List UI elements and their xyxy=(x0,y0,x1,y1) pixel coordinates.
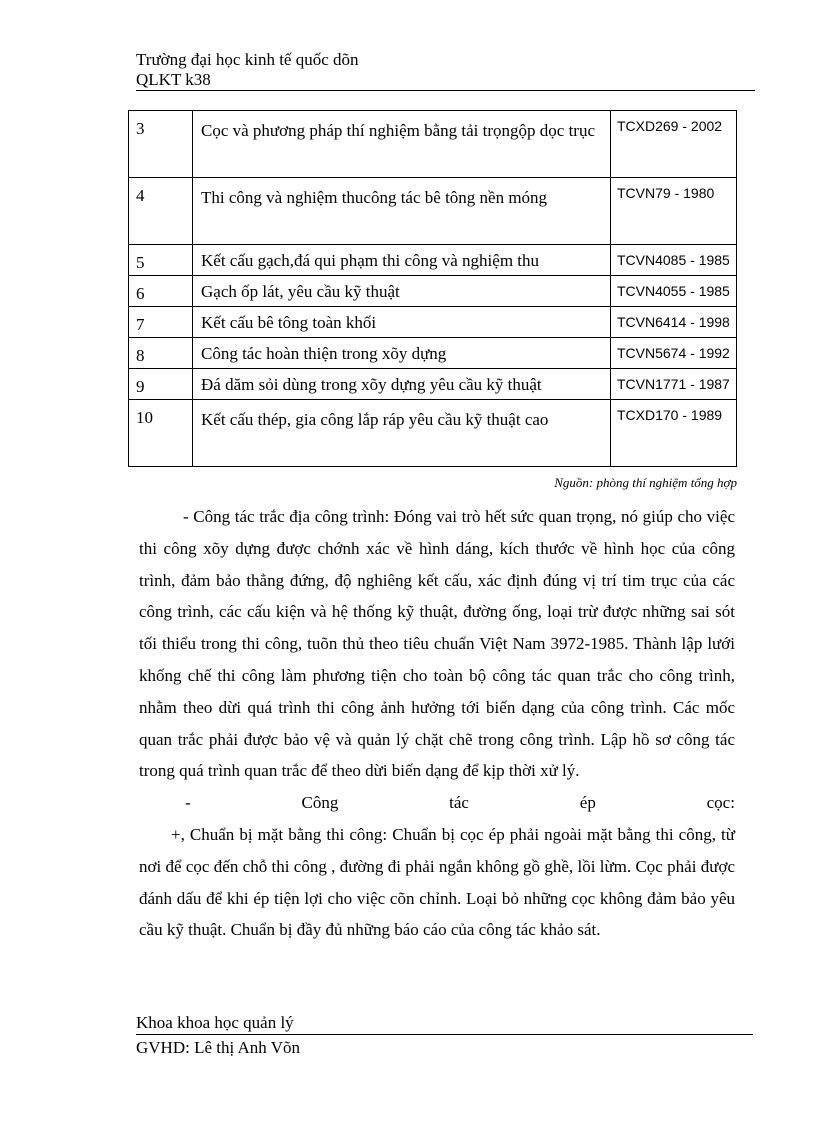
faculty-name: Khoa khoa học quản lý xyxy=(136,1012,753,1035)
heading-word: Công xyxy=(301,793,339,813)
standards-table xyxy=(128,110,737,467)
table-row xyxy=(129,369,737,400)
heading-word: tác xyxy=(449,793,469,813)
row-code: TCVN79 - 1980 xyxy=(611,178,737,245)
row-number: 8 xyxy=(129,338,193,369)
row-name: Cọc và phương pháp thí nghiệm bằng tải trọngộp dọc trục xyxy=(193,111,611,178)
row-code: TCVN6414 - 1998 xyxy=(611,307,737,338)
paragraph-survey: - Công tác trắc địa công trình: Đóng vai trò hết sức quan trọng, nó giúp cho việc thi công xõy dựng được chớnh xác về hình dáng, kích thước về hình học của công trình, đảm bảo thẳng đứng, độ nghiêng kết cấu, xác định đúng vị trí tim trục của các công trình, các cấu kiện và hệ thống kỹ thuật, đường ống, loại trừ được những sai sót tối thiểu trong thi công, tuõn thủ theo tiêu chuẩn Việt Nam 3972-1985. Thành lập lưới khống chế thi công làm phương tiện cho toàn bộ công tác quan trắc cho công trình, nhằm theo dừi quá trình thi công ảnh hưởng tới biến dạng của công trình. Các mốc quan trắc phải được bảo vệ và quản lý chặt chẽ trong công trình. Lập hồ sơ công tác trong quá trình quan trắc để theo dừi biến dạng để kịp thời xử lý. xyxy=(139,507,735,781)
row-number: 5 xyxy=(129,245,193,276)
table-row xyxy=(129,111,737,178)
page-header xyxy=(136,50,755,91)
heading-word: ép xyxy=(579,793,596,813)
row-name: Kết cấu thép, gia công lắp ráp yêu cầu kỹ thuật cao xyxy=(193,400,611,467)
school-name: Trường đại học kinh tế quốc dõn xyxy=(136,50,359,69)
row-name: Công tác hoàn thiện trong xõy dựng xyxy=(193,338,611,369)
row-number: 10 xyxy=(129,400,193,467)
section-heading-pile-driving xyxy=(139,787,735,819)
table-row xyxy=(129,307,737,338)
row-number: 7 xyxy=(129,307,193,338)
row-name: Gạch ốp lát, yêu cầu kỹ thuật xyxy=(193,276,611,307)
row-code: TCXD269 - 2002 xyxy=(611,111,737,178)
row-code: TCVN1771 - 1987 xyxy=(611,369,737,400)
row-name: Thi công và nghiệm thucông tác bê tông nền móng xyxy=(193,178,611,245)
row-code: TCVN5674 - 1992 xyxy=(611,338,737,369)
row-name: Kết cấu bê tông toàn khối xyxy=(193,307,611,338)
table-row xyxy=(129,400,737,467)
advisor-name: GVHD: Lê thị Anh Võn xyxy=(136,1038,301,1057)
row-code: TCVN4085 - 1985 xyxy=(611,245,737,276)
row-number: 3 xyxy=(129,111,193,178)
table-row xyxy=(129,178,737,245)
row-code: TCVN4055 - 1985 xyxy=(611,276,737,307)
page-footer xyxy=(136,1012,753,1059)
class-name: QLKT k38 xyxy=(136,70,755,91)
table-source-note: Nguồn: phòng thí nghiệm tổng hợp xyxy=(554,475,737,490)
paragraph-site-preparation: +, Chuẩn bị mặt bằng thi công: Chuẩn bị cọc ép phải ngoài mặt bằng thi công, từ nơi để cọc đến chỗ thi công , đường đi phải ngắn không gồ ghề, lồi lừm. Cọc phải được đánh dấu để khi ép tiện lợi cho việc cõn chỉnh. Loại bỏ những cọc không đảm bảo yêu cầu kỹ thuật. Chuẩn bị đầy đủ những báo cáo của công tác khảo sát. xyxy=(139,824,735,940)
row-number: 4 xyxy=(129,178,193,245)
row-number: 9 xyxy=(129,369,193,400)
row-number: 6 xyxy=(129,276,193,307)
row-name: Đá dăm sỏi dùng trong xõy dựng yêu cầu kỹ thuật xyxy=(193,369,611,400)
table-row xyxy=(129,245,737,276)
table-row xyxy=(129,338,737,369)
body-text xyxy=(139,501,735,946)
heading-word: - xyxy=(185,793,191,813)
heading-word: cọc: xyxy=(706,793,735,813)
table-row xyxy=(129,276,737,307)
row-code: TCXD170 - 1989 xyxy=(611,400,737,467)
row-name: Kết cấu gạch,đá qui phạm thi công và nghiệm thu xyxy=(193,245,611,276)
